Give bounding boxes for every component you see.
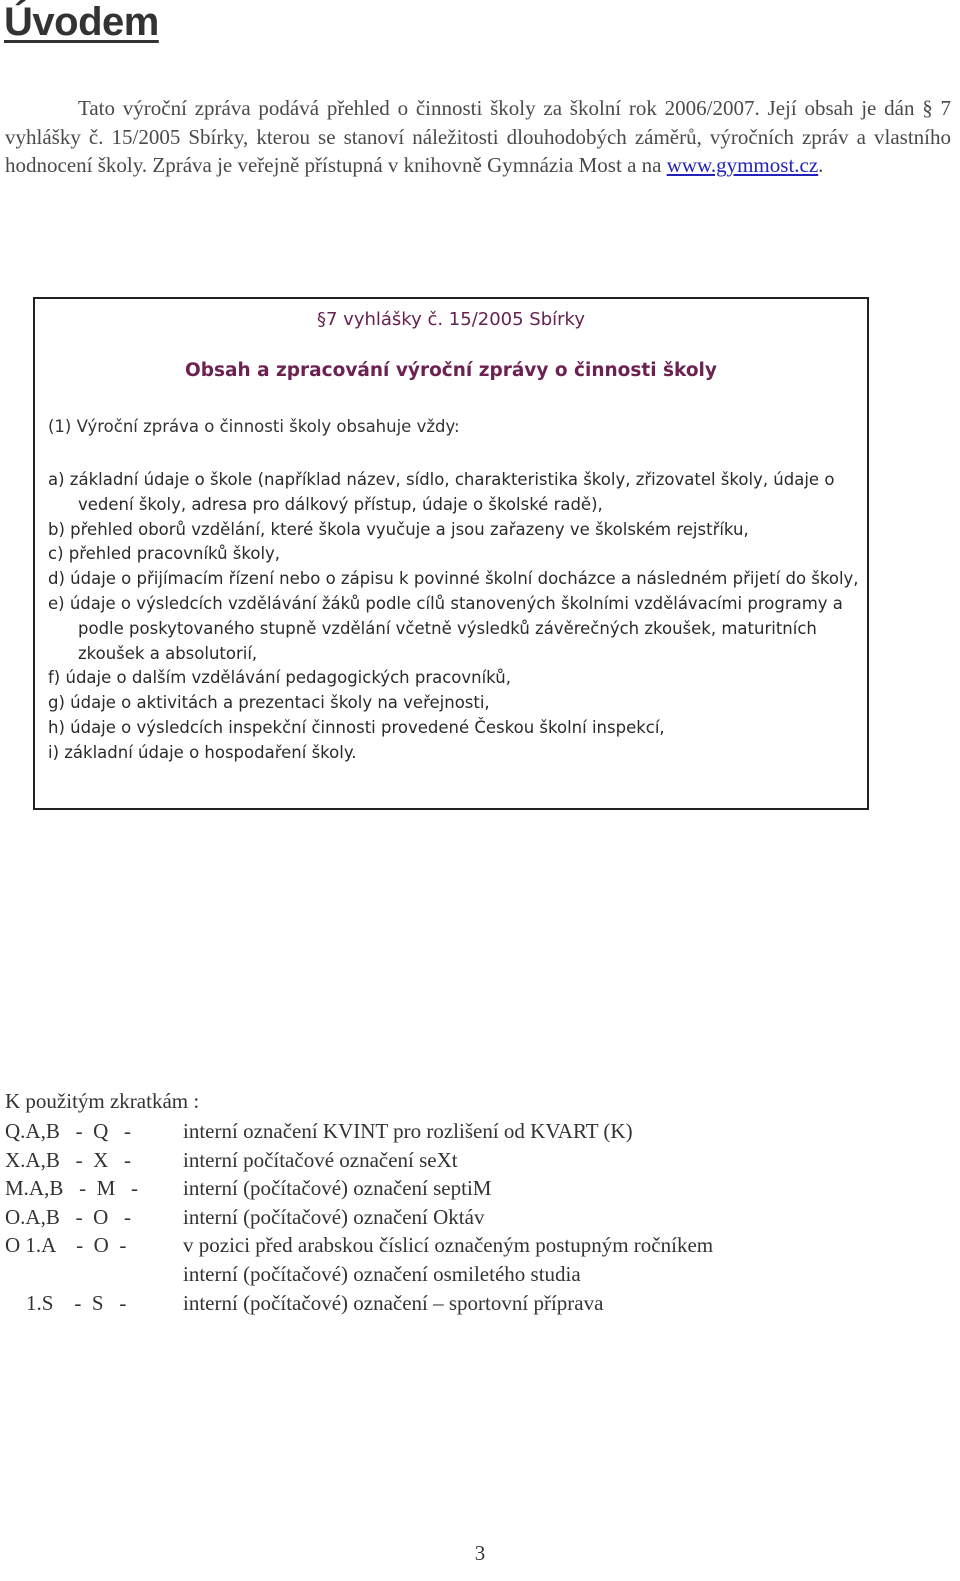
list-item: e) údaje o výsledcích vzdělávání žáků podle cílů stanovených školními vzdělávacími programy a podle poskytovaného stupně vzdělání včetně výsledků závěrečných zkoušek, maturitních zkoušek a absolutorií, [48, 593, 849, 663]
abbreviation-code: O 1.A - O - [5, 1233, 127, 1258]
list-item: f) údaje o dalším vzdělávání pedagogických pracovníků, [48, 668, 511, 688]
abbreviation-row [5, 1260, 905, 1289]
regulation-box-title: §7 vyhlášky č. 15/2005 Sbírky [317, 309, 585, 330]
page-heading: Úvodem [4, 0, 159, 44]
abbreviation-code: Q.A,B - Q - [5, 1119, 131, 1143]
abbreviation-code: 1.S - S - [5, 1290, 127, 1315]
abbreviation-code: X.A,B - X - [5, 1147, 131, 1172]
intro-text: Tato výroční zpráva podává přehled o činnosti školy za školní rok 2006/2007. Její obsah je dán § 7 vyhlášky č. 15/2005 Sbírky, kterou se stanoví náležitosti dlouhodobých záměrů, výročních zpráv a vlastního hodnocení školy. Zpráva je veřejně přístupná v knihovně Gymnázia Most a na [5, 96, 951, 177]
list-item: c) přehled pracovníků školy, [48, 544, 281, 564]
abbreviation-row [5, 1174, 905, 1203]
regulation-box-subtitle: Obsah a zpracování výroční zprávy o činnosti školy [185, 360, 717, 381]
page-number: 3 [474, 1541, 486, 1565]
abbreviation-description: interní (počítačové) označení septiM [183, 1176, 492, 1201]
regulation-box [33, 297, 869, 810]
abbreviation-row [5, 1231, 905, 1260]
abbreviation-row [5, 1203, 905, 1232]
abbreviations-heading: K použitým zkratkám : [5, 1089, 200, 1113]
abbreviation-code: M.A,B - M - [5, 1176, 139, 1201]
list-item: a) základní údaje o škole (například název, sídlo, charakteristika školy, zřizovatel školy, údaje o vedení školy, adresa pro dálkový přístup, údaje o školské radě), [48, 470, 840, 514]
list-item: i) základní údaje o hospodaření školy. [48, 742, 357, 762]
abbreviation-description: interní (počítačové) označení – sportovní příprava [183, 1290, 604, 1315]
list-item: b) přehled oborů vzdělání, které škola vyučuje a jsou zařazeny ve školském rejstříku, [48, 519, 749, 539]
intro-text-end: . [818, 153, 824, 177]
abbreviation-description: interní označení KVINT pro rozlišení od KVART (K) [183, 1119, 633, 1143]
abbreviation-description: v pozici před arabskou číslicí označeným postupným ročníkem [183, 1233, 714, 1258]
regulation-box-intro: (1) Výroční zpráva o činnosti školy obsahuje vždy: [48, 417, 460, 436]
intro-paragraph [5, 94, 951, 180]
list-item: h) údaje o výsledcích inspekční činnosti provedené Českou školní inspekcí, [48, 717, 665, 737]
list-item: g) údaje o aktivitách a prezentaci školy na veřejnosti, [48, 693, 490, 713]
abbreviation-row [5, 1117, 905, 1146]
list-item: d) údaje o přijímacím řízení nebo o zápisu k povinné školní docházce a následném přijetí do školy, [48, 569, 859, 589]
abbreviation-row [5, 1289, 905, 1318]
abbreviation-description: interní (počítačové) označení osmiletého studia [183, 1261, 581, 1286]
abbreviation-description: interní počítačové označení seXt [183, 1147, 458, 1172]
abbreviation-description: interní (počítačové) označení Oktáv [183, 1204, 485, 1229]
abbreviation-code: O.A,B - O - [5, 1204, 131, 1229]
regulation-items-list [48, 468, 860, 766]
abbreviations-list [5, 1117, 905, 1317]
website-link[interactable]: www.gymmost.cz [666, 153, 819, 177]
abbreviation-row [5, 1146, 905, 1175]
